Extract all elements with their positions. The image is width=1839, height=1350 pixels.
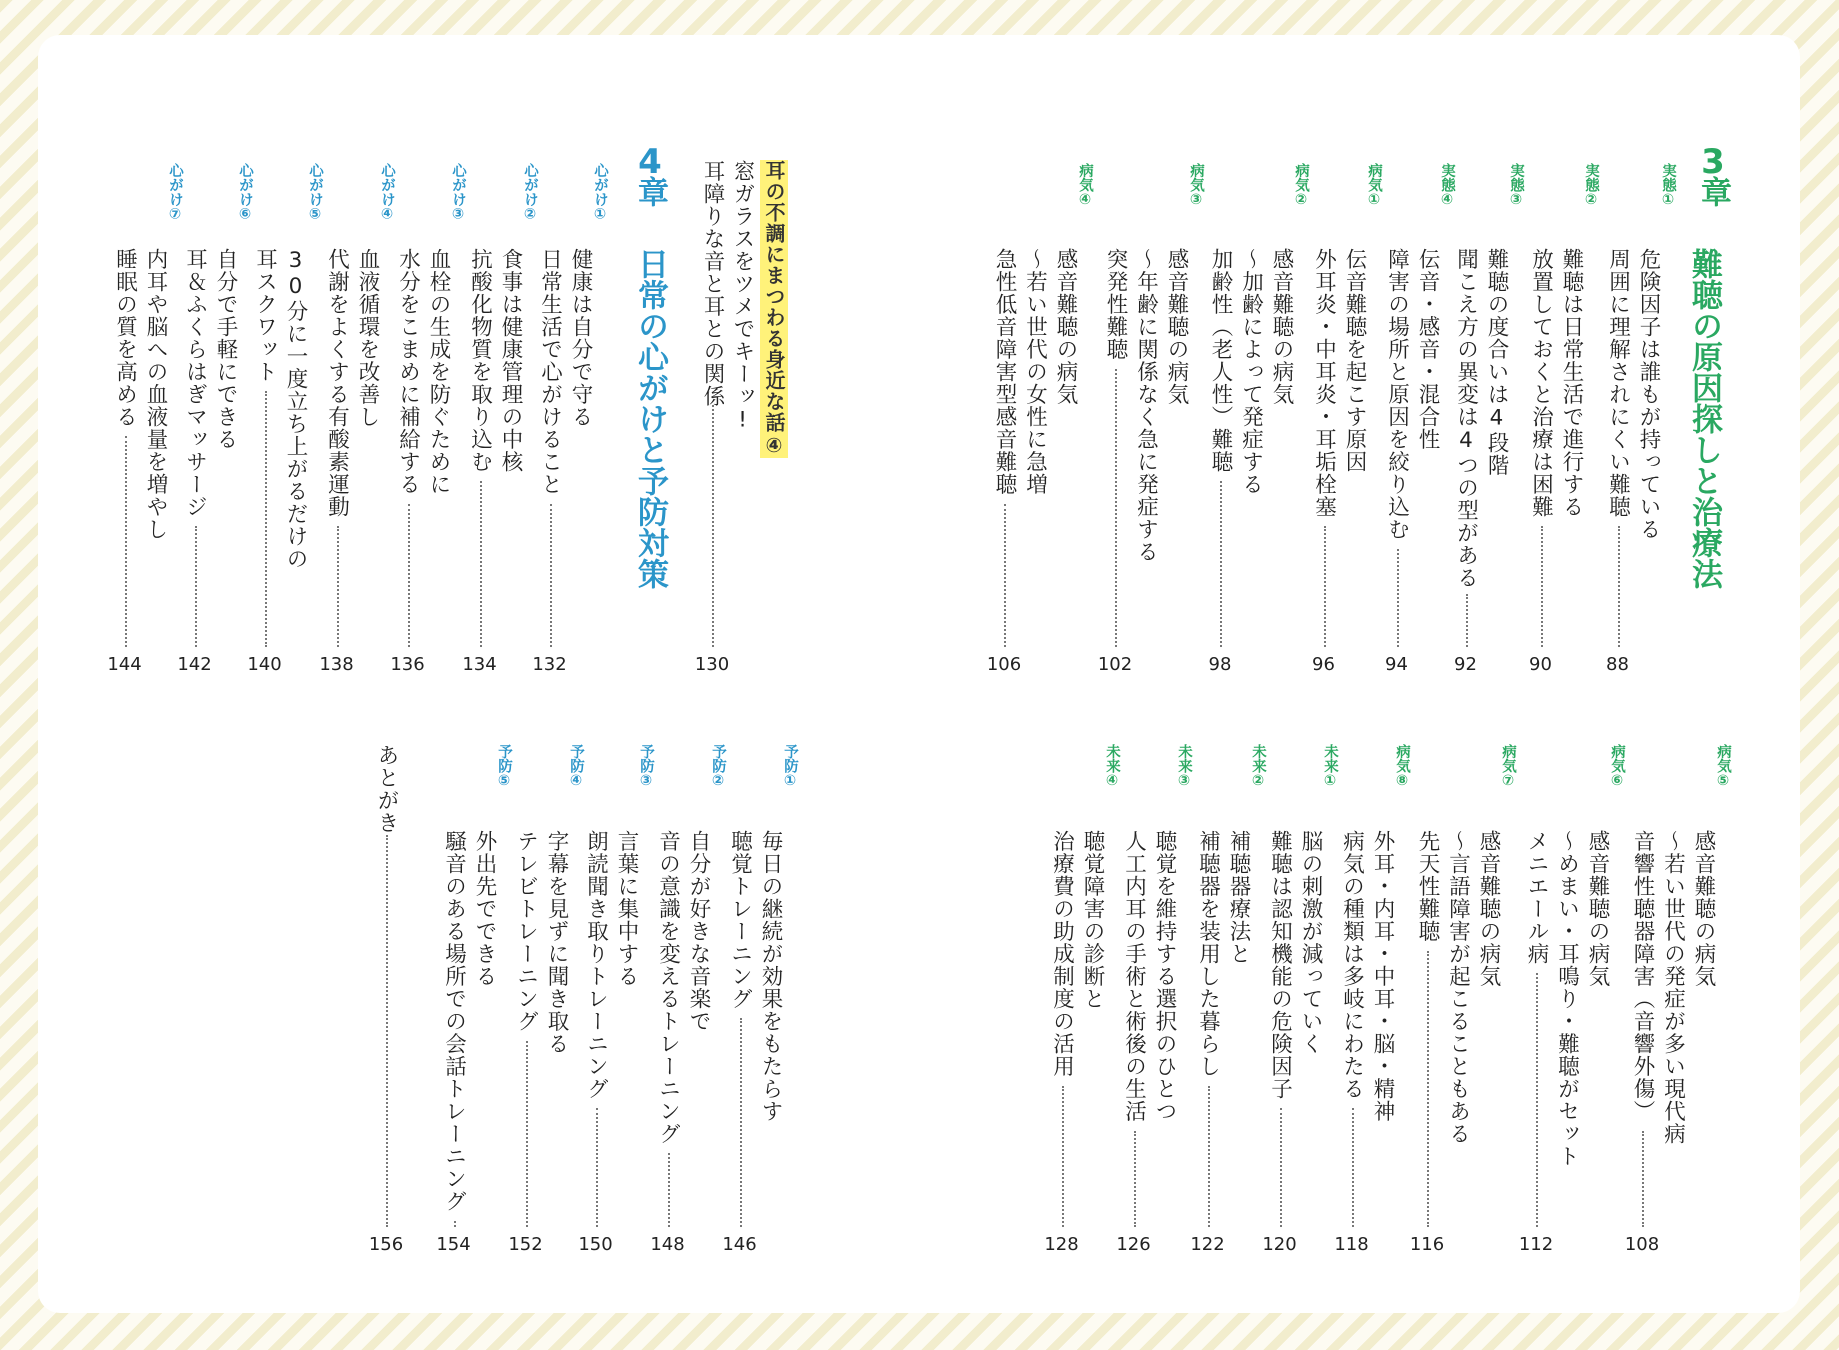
page-number: 112: [1518, 1234, 1554, 1255]
entry-text: 伝音・感音・混合性: [1415, 248, 1440, 451]
entry-text: 音響性聴器障害（音響外傷）: [1630, 830, 1655, 1123]
entry-text: メニエール病: [1524, 830, 1549, 965]
entry-text: 騒音のある場所での会話トレーニング: [441, 830, 467, 1213]
page-number: 88: [1606, 654, 1629, 675]
dot-leader: [668, 1153, 670, 1227]
entry-text: 抗酸化物質を取り込む: [467, 248, 493, 473]
dot-leader: [1397, 549, 1399, 648]
entry-text: 内耳や脳への血液量を増やし: [143, 248, 168, 541]
dot-leader: [526, 1041, 528, 1228]
entry-text: 感音難聴の病気: [1164, 248, 1189, 406]
entry-text: 外耳炎・中耳炎・耳垢栓塞: [1311, 248, 1337, 518]
entry-label: 実態②: [1583, 163, 1599, 208]
entry-text: 病気の種類は多岐にわたる: [1339, 830, 1365, 1100]
column-text: 耳障りな音と耳との関係: [700, 160, 725, 408]
entry-label: 予防③: [638, 744, 654, 789]
entry-text: 放置しておくと治療は困難: [1528, 248, 1554, 518]
entry-label: 未来③: [1176, 744, 1192, 789]
page-number: 120: [1262, 1234, 1297, 1255]
page-number: 94: [1385, 654, 1408, 675]
entry-text: 30分に一度立ち上がるだけの: [283, 248, 308, 570]
entry-label: 未来①: [1322, 744, 1338, 789]
dot-leader: [1004, 504, 1006, 648]
entry-text: 代謝をよくする有酸素運動: [324, 248, 350, 518]
dot-leader: [454, 1221, 456, 1228]
entry-text: 感音難聴の病気: [1053, 248, 1078, 406]
dot-leader: [712, 405, 714, 647]
entry-text: 障害の場所と原因を絞り込む: [1384, 248, 1410, 541]
dot-leader: [1536, 973, 1538, 1227]
dot-leader: [1352, 1108, 1354, 1227]
entry-text: 難聴は日常生活で進行する: [1559, 248, 1584, 518]
dot-leader: [1115, 369, 1117, 648]
entry-text: 補聴器療法と: [1226, 830, 1251, 965]
page-number: 98: [1208, 654, 1232, 675]
page-number: 152: [508, 1234, 543, 1255]
entry-text: 〜言語障害が起こることもある: [1445, 830, 1471, 1145]
entry-label: 心がけ③: [450, 163, 466, 223]
entry-label: 病気③: [1188, 163, 1204, 208]
chapter-suffix: 章: [1695, 176, 1731, 207]
page-number: 132: [532, 654, 567, 675]
chapter-title: 難聴の原因探しと治療法: [1686, 248, 1722, 589]
dot-leader: [265, 391, 267, 647]
dot-leader: [1208, 1086, 1210, 1228]
page-number: 142: [177, 654, 212, 675]
entry-text: 〜年齢に関係なく急に発症する: [1133, 248, 1159, 563]
page-number: 118: [1334, 1234, 1369, 1255]
entry-text: 脳の刺激が減っていく: [1298, 830, 1323, 1055]
page-number: 116: [1409, 1234, 1445, 1255]
entry-text: 健康は自分で守る: [568, 248, 593, 428]
entry-label: 未来②: [1250, 744, 1266, 789]
entry-text: 周囲に理解されにくい難聴: [1605, 248, 1631, 518]
page-number: 140: [247, 654, 282, 675]
entry-label: 心がけ①: [592, 163, 608, 223]
entry-label: 心がけ⑦: [167, 163, 183, 223]
dot-leader: [125, 436, 127, 647]
page-number: 148: [650, 1234, 685, 1255]
entry-text: 〜めまい・耳鳴り・難聴がセット: [1554, 830, 1580, 1168]
entry-label: 心がけ②: [522, 163, 538, 223]
entry-text: 突発性難聴: [1103, 248, 1128, 361]
dot-leader: [550, 504, 552, 648]
dot-leader: [1427, 951, 1429, 1228]
page-number: 136: [390, 654, 425, 675]
page-number: 108: [1624, 1234, 1660, 1255]
entry-text: 急性低音障害型感音難聴: [992, 248, 1017, 496]
entry-text: 血栓の生成を防ぐために: [426, 248, 451, 496]
entry-label: 予防①: [782, 744, 798, 789]
page-number: 134: [462, 654, 497, 675]
entry-text: 外耳・内耳・中耳・脳・精神: [1370, 830, 1395, 1123]
page-number: 146: [722, 1234, 757, 1255]
entry-label: 病気⑦: [1500, 744, 1516, 789]
entry-text: 加齢性（老人性）難聴: [1208, 248, 1233, 473]
entry-text: 朗読聞き取りトレーニング: [583, 830, 609, 1100]
entry-text: 耳スクワット: [252, 248, 278, 383]
entry-label: 病気④: [1077, 163, 1093, 208]
entry-text: 補聴器を装用した暮らし: [1195, 830, 1221, 1078]
entry-label: 実態③: [1508, 163, 1524, 208]
entry-label: 予防⑤: [496, 744, 512, 789]
entry-text: 感音難聴の病気: [1585, 830, 1610, 988]
dot-leader: [337, 526, 339, 647]
dot-leader: [1466, 594, 1468, 648]
entry-text: テレビトレーニング: [513, 830, 539, 1033]
entry-text: 聞こえ方の異変は4つの型がある: [1453, 248, 1479, 589]
entry-text: 危険因子は誰もが持っている: [1636, 248, 1661, 541]
page-number: 92: [1454, 654, 1477, 675]
entry-label: 実態④: [1439, 163, 1455, 208]
entry-text: 人工内耳の手術と術後の生活: [1121, 830, 1147, 1123]
dot-leader: [195, 526, 197, 647]
dot-leader: [740, 1018, 742, 1227]
entry-text: 言葉に集中する: [614, 830, 639, 988]
entry-text: 字幕を見ずに聞き取る: [544, 830, 569, 1055]
entry-text: 〜加齢によって発症する: [1238, 248, 1264, 496]
entry-text: 日常生活で心がけること: [537, 248, 563, 496]
entry-text: 難聴の度合いは4段階: [1484, 248, 1509, 477]
entry-text: 難聴は認知機能の危険因子: [1267, 830, 1293, 1100]
entry-label: 心がけ④: [379, 163, 395, 223]
page-number: 144: [107, 654, 142, 675]
chapter-number: 4: [638, 142, 662, 182]
entry-text: 先天性難聴: [1415, 830, 1440, 943]
entry-text: 治療費の助成制度の活用: [1049, 830, 1075, 1078]
page-number: 128: [1044, 1234, 1079, 1255]
entry-text: 聴覚を維持する選択のひとつ: [1152, 830, 1177, 1123]
dot-leader: [1618, 526, 1620, 647]
entry-text: 聴覚トレーニング: [727, 830, 753, 1010]
entry-text: 食事は健康管理の中核: [498, 248, 523, 473]
entry-text: 感音難聴の病気: [1476, 830, 1501, 988]
column-title: 耳の不調にまつわる身近な話④: [762, 160, 786, 458]
entry-text: 睡眠の質を高める: [112, 248, 138, 428]
afterword-title: あとがき: [374, 744, 399, 834]
dot-leader: [1134, 1131, 1136, 1228]
entry-label: 病気①: [1366, 163, 1382, 208]
dot-leader: [386, 835, 388, 1227]
page-number: 106: [986, 654, 1022, 675]
page-number: 130: [694, 654, 730, 675]
entry-label: 心がけ⑤: [307, 163, 323, 223]
dot-leader: [1541, 526, 1543, 647]
entry-text: 耳＆ふくらはぎマッサージ: [182, 248, 208, 518]
entry-text: 外出先でできる: [472, 830, 497, 988]
entry-label: 病気⑥: [1609, 744, 1625, 789]
entry-text: 〜若い世代の女性に急増: [1022, 248, 1048, 496]
entry-text: 水分をこまめに補給する: [395, 248, 421, 496]
dot-leader: [596, 1108, 598, 1227]
page-number: 138: [319, 654, 354, 675]
entry-text: 自分が好きな音楽で: [686, 830, 711, 1033]
page-number: 102: [1097, 654, 1133, 675]
entry-text: 〜若い世代の発症が多い現代病: [1660, 830, 1686, 1145]
entry-label: 未来④: [1104, 744, 1120, 789]
entry-label: 予防②: [710, 744, 726, 789]
page-number: 126: [1116, 1234, 1151, 1255]
dot-leader: [408, 504, 410, 648]
dot-leader: [1324, 526, 1326, 647]
chapter-suffix: 章: [632, 176, 668, 207]
dot-leader: [1280, 1108, 1282, 1227]
page-number: 90: [1529, 654, 1552, 675]
entry-text: 血液循環を改善し: [355, 248, 380, 428]
page-number: 122: [1190, 1234, 1225, 1255]
page-number: 156: [368, 1234, 404, 1255]
dot-leader: [1642, 1131, 1644, 1228]
entry-label: 病気⑤: [1715, 744, 1731, 789]
entry-text: 伝音難聴を起こす原因: [1342, 248, 1367, 473]
entry-text: 音の意識を変えるトレーニング: [655, 830, 681, 1145]
entry-text: 毎日の継続が効果をもたらす: [758, 830, 783, 1123]
dot-leader: [1062, 1086, 1064, 1228]
entry-label: 予防④: [568, 744, 584, 789]
entry-text: 感音難聴の病気: [1691, 830, 1716, 988]
entry-text: 聴覚障害の診断と: [1080, 830, 1105, 1010]
column-text: 窓ガラスをツメでキーッ!: [730, 160, 755, 434]
chapter-title: 日常の心がけと予防対策: [632, 248, 668, 589]
entry-text: 自分で手軽にできる: [213, 248, 238, 451]
chapter-number: 3: [1701, 142, 1725, 182]
entry-label: 実態①: [1660, 163, 1676, 208]
page-number: 154: [436, 1234, 471, 1255]
entry-label: 病気⑧: [1394, 744, 1410, 789]
entry-label: 心がけ⑥: [237, 163, 253, 223]
dot-leader: [1220, 481, 1222, 647]
dot-leader: [480, 481, 482, 647]
page-number: 96: [1312, 654, 1335, 675]
page-number: 150: [578, 1234, 613, 1255]
entry-label: 病気②: [1293, 163, 1309, 208]
entry-text: 感音難聴の病気: [1269, 248, 1294, 406]
